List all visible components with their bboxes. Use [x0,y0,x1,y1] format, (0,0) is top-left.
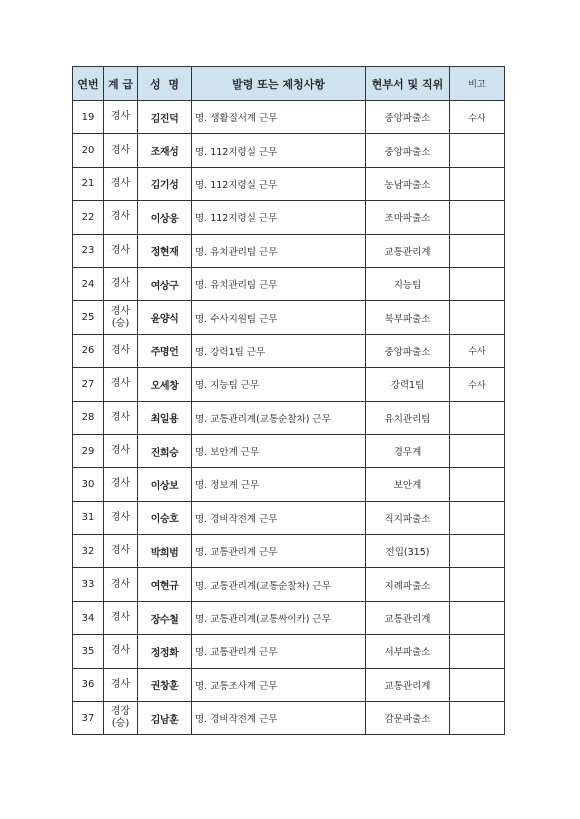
cell-order: 명. 교통관리계 근무 [192,535,366,568]
cell-rank: 경사 (승) [104,301,138,334]
cell-office: 중앙파출소 [366,134,450,167]
table-row [73,134,505,167]
cell-rank: 경사 [104,134,138,167]
cell-order: 명. 112지령실 근무 [192,167,366,200]
cell-order: 명. 교통관리계(교통순찰차) 근무 [192,401,366,434]
personnel-table [72,66,505,735]
cell-note: 수사 [450,101,505,134]
table-header [73,67,505,101]
cell-office: 보안계 [366,468,450,501]
cell-no: 27 [73,368,104,401]
cell-no: 29 [73,434,104,467]
cell-name: 정정화 [138,635,192,668]
cell-no: 20 [73,134,104,167]
cell-no: 26 [73,334,104,367]
cell-note [450,434,505,467]
cell-order: 명. 교통관리계 근무 [192,635,366,668]
cell-no: 19 [73,101,104,134]
cell-rank: 경사 [104,401,138,434]
cell-office: 북부파출소 [366,301,450,334]
cell-no: 30 [73,468,104,501]
cell-no: 22 [73,201,104,234]
cell-office: 교통관리계 [366,601,450,634]
cell-name: 김기성 [138,167,192,200]
header-row [73,67,505,101]
cell-note [450,267,505,300]
cell-office: 조마파출소 [366,201,450,234]
cell-office: 서부파출소 [366,635,450,668]
cell-rank: 경사 [104,267,138,300]
cell-office: 경무계 [366,434,450,467]
cell-no: 24 [73,267,104,300]
cell-rank: 경사 [104,201,138,234]
cell-office: 지능팀 [366,267,450,300]
cell-note [450,468,505,501]
cell-order: 명. 112지령실 근무 [192,134,366,167]
cell-note [450,635,505,668]
cell-no: 35 [73,635,104,668]
cell-no: 32 [73,535,104,568]
cell-name: 이승호 [138,501,192,534]
cell-rank: 경사 [104,334,138,367]
header-order: 발령 또는 제청사항 [192,67,366,101]
cell-name: 정현재 [138,234,192,267]
cell-rank: 경사 [104,601,138,634]
table-row [73,201,505,234]
cell-name: 주명언 [138,334,192,367]
cell-name: 김남훈 [138,702,192,735]
cell-order: 명. 교통조사계 근무 [192,668,366,701]
cell-name: 여현규 [138,568,192,601]
cell-name: 윤양식 [138,301,192,334]
cell-office: 유치관리팀 [366,401,450,434]
table-row [73,468,505,501]
cell-office: 중앙파출소 [366,101,450,134]
cell-rank: 경장 (승) [104,702,138,735]
cell-name: 권창훈 [138,668,192,701]
cell-rank: 경사 [104,468,138,501]
cell-office: 중앙파출소 [366,334,450,367]
table-row [73,368,505,401]
cell-no: 28 [73,401,104,434]
table-row [73,434,505,467]
table-row [73,101,505,134]
cell-note [450,201,505,234]
cell-rank: 경사 [104,101,138,134]
table-row [73,401,505,434]
cell-rank: 경사 [104,434,138,467]
cell-name: 이상웅 [138,201,192,234]
cell-no: 34 [73,601,104,634]
header-note: 비고 [450,67,505,101]
cell-no: 37 [73,702,104,735]
table-row [73,267,505,300]
cell-rank: 경사 [104,635,138,668]
cell-order: 명. 교통관리계(교통싸이카) 근무 [192,601,366,634]
cell-rank: 경사 [104,368,138,401]
cell-office: 지례파출소 [366,568,450,601]
cell-name: 진희승 [138,434,192,467]
cell-office: 교통관리계 [366,668,450,701]
cell-no: 23 [73,234,104,267]
table-row [73,234,505,267]
table-row [73,167,505,200]
cell-rank: 경사 [104,535,138,568]
table-row [73,334,505,367]
cell-note [450,167,505,200]
cell-no: 25 [73,301,104,334]
cell-order: 명. 유치관리팀 근무 [192,267,366,300]
cell-office: 강력1팀 [366,368,450,401]
cell-note: 수사 [450,334,505,367]
table-body [73,101,505,735]
cell-no: 33 [73,568,104,601]
cell-note [450,134,505,167]
cell-rank: 경사 [104,668,138,701]
cell-office: 감문파출소 [366,702,450,735]
cell-note [450,601,505,634]
cell-note [450,234,505,267]
cell-office: 농남파출소 [366,167,450,200]
cell-name: 이상보 [138,468,192,501]
cell-note [450,501,505,534]
table-row [73,601,505,634]
header-name: 성 명 [138,67,192,101]
cell-order: 명. 강력1팀 근무 [192,334,366,367]
cell-order: 명. 정보계 근무 [192,468,366,501]
cell-name: 김진덕 [138,101,192,134]
header-rank: 계 급 [104,67,138,101]
cell-no: 31 [73,501,104,534]
cell-rank: 경사 [104,234,138,267]
cell-name: 오세창 [138,368,192,401]
cell-note [450,568,505,601]
cell-name: 장수철 [138,601,192,634]
cell-note [450,301,505,334]
table-row [73,301,505,334]
cell-order: 명. 보안계 근무 [192,434,366,467]
cell-order: 명. 유치관리팀 근무 [192,234,366,267]
cell-note [450,401,505,434]
cell-order: 명. 생활질서계 근무 [192,101,366,134]
cell-note: 수사 [450,368,505,401]
table-row [73,568,505,601]
header-office: 현부서 및 직위 [366,67,450,101]
cell-order: 명. 지능팀 근무 [192,368,366,401]
cell-name: 여상구 [138,267,192,300]
table-row [73,668,505,701]
cell-order: 명. 수사지원팀 근무 [192,301,366,334]
cell-note [450,535,505,568]
cell-order: 명. 112지령실 근무 [192,201,366,234]
cell-rank: 경사 [104,568,138,601]
cell-rank: 경사 [104,167,138,200]
cell-order: 명. 경비작전계 근무 [192,501,366,534]
cell-no: 36 [73,668,104,701]
cell-order: 명. 경비작전계 근무 [192,702,366,735]
table-row [73,501,505,534]
cell-name: 조재성 [138,134,192,167]
cell-note [450,668,505,701]
cell-no: 21 [73,167,104,200]
table-row [73,635,505,668]
cell-rank: 경사 [104,501,138,534]
table-row [73,702,505,735]
cell-order: 명. 교통관리계(교통순찰차) 근무 [192,568,366,601]
cell-note [450,702,505,735]
table-row [73,535,505,568]
header-no: 연번 [73,67,104,101]
cell-name: 박희범 [138,535,192,568]
cell-office: 교통관리계 [366,234,450,267]
cell-office: 전입(315) [366,535,450,568]
cell-name: 최일용 [138,401,192,434]
cell-office: 직지파출소 [366,501,450,534]
